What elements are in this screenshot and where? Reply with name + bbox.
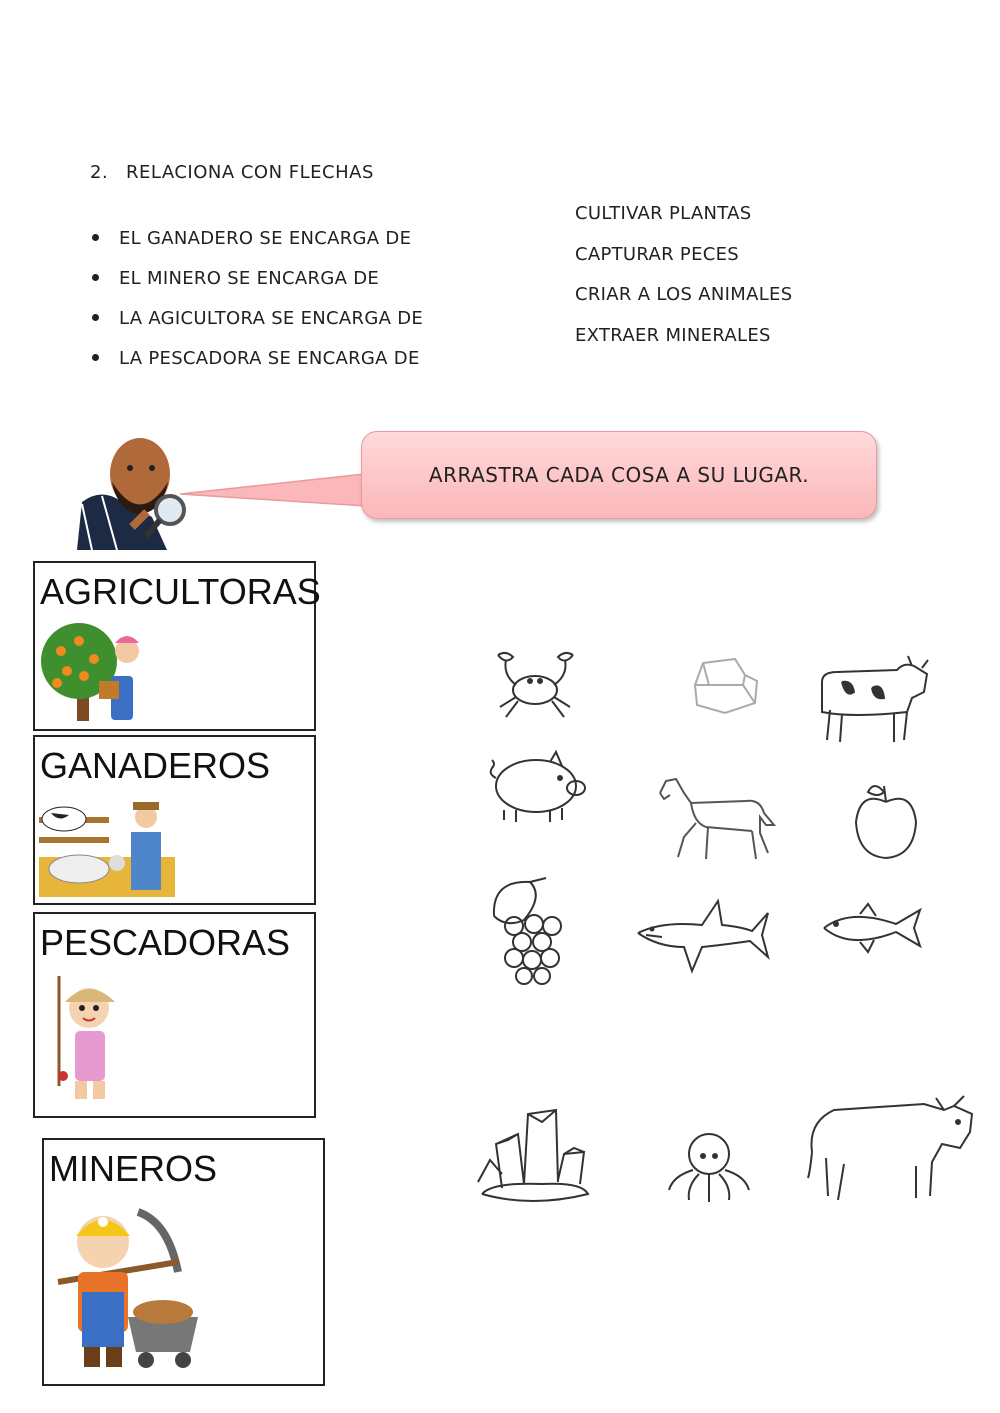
drop-zone-agricultoras[interactable] bbox=[33, 561, 321, 731]
pig-icon[interactable] bbox=[486, 748, 594, 824]
instruction-bubble bbox=[361, 431, 877, 519]
shark-icon[interactable] bbox=[632, 895, 772, 975]
bull-icon[interactable] bbox=[804, 1092, 976, 1204]
option-item[interactable]: CAPTURAR PECES bbox=[575, 243, 740, 265]
speech-tail bbox=[180, 470, 370, 510]
rancher-with-animals-icon bbox=[39, 797, 175, 897]
horse-icon[interactable] bbox=[656, 773, 780, 865]
bullet-icon bbox=[92, 314, 99, 321]
bullet-icon bbox=[92, 274, 99, 281]
bullet-icon bbox=[92, 354, 99, 361]
exercise-title-text: RELACIONA CON FLECHAS bbox=[126, 162, 374, 183]
statement-item: EL MINERO SE ENCARGA DE bbox=[92, 265, 423, 305]
crab-icon[interactable] bbox=[488, 645, 583, 725]
drop-zone-ganaderos[interactable] bbox=[33, 735, 316, 905]
rock-icon[interactable] bbox=[685, 655, 765, 721]
girl-fisher-icon bbox=[39, 976, 129, 1106]
exercise-title bbox=[90, 162, 374, 183]
bullet-icon bbox=[92, 234, 99, 241]
drop-zone-pescadoras[interactable] bbox=[33, 912, 316, 1118]
grapes-icon[interactable] bbox=[484, 876, 576, 986]
category-label: PESCADORAS bbox=[40, 922, 291, 963]
statement-item: EL GANADERO SE ENCARGA DE bbox=[92, 225, 423, 265]
teacher-magnifier-icon bbox=[72, 432, 192, 550]
category-label: GANADEROS bbox=[40, 745, 271, 786]
miner-with-cart-icon bbox=[48, 1202, 208, 1372]
exercise-number: 2. bbox=[90, 162, 109, 183]
octopus-icon[interactable] bbox=[663, 1130, 755, 1206]
category-label: MINEROS bbox=[49, 1148, 218, 1189]
statements-list bbox=[92, 225, 423, 385]
statement-item: LA PESCADORA SE ENCARGA DE bbox=[92, 345, 423, 385]
statement-item: LA AGICULTORA SE ENCARGA DE bbox=[92, 305, 423, 345]
instruction-text: ARRASTRA CADA COSA A SU LUGAR. bbox=[428, 463, 810, 487]
drop-zone-mineros[interactable] bbox=[42, 1138, 325, 1386]
crystals-icon[interactable] bbox=[472, 1104, 600, 1208]
category-label: AGRICULTORAS bbox=[40, 571, 321, 612]
option-item[interactable]: CULTIVAR PLANTAS bbox=[575, 203, 752, 224]
options-list bbox=[575, 200, 792, 362]
cow-icon[interactable] bbox=[812, 652, 934, 750]
farmer-picking-oranges-icon bbox=[39, 621, 149, 723]
apple-icon[interactable] bbox=[850, 778, 922, 864]
tuna-icon[interactable] bbox=[820, 900, 928, 958]
option-item[interactable]: EXTRAER MINERALES bbox=[575, 324, 771, 346]
option-item[interactable]: CRIAR A LOS ANIMALES bbox=[575, 284, 793, 305]
